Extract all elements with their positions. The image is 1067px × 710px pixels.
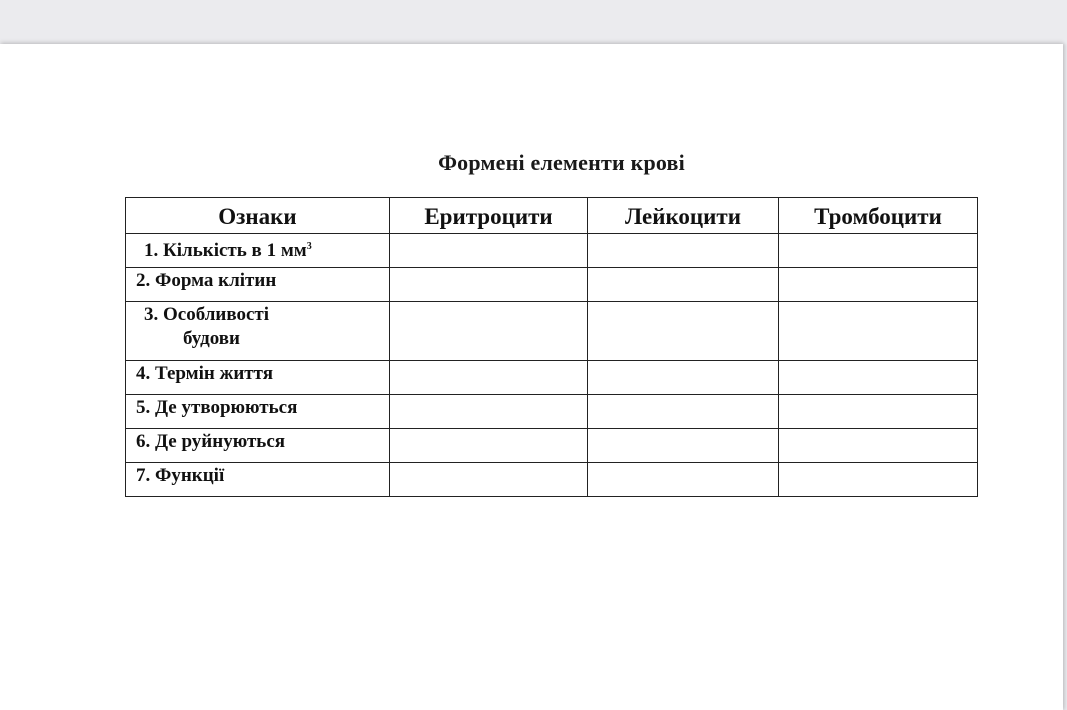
- row-label-structure-cont: будови: [183, 328, 240, 349]
- header-features: Ознаки: [126, 198, 390, 234]
- cell-erythrocytes-functions[interactable]: [390, 463, 588, 497]
- header-thrombocytes: Тромбоцити: [779, 198, 978, 234]
- cell-leukocytes-shape[interactable]: [588, 268, 779, 302]
- row-label-shape: 2. Форма клітин: [126, 268, 390, 302]
- cell-leukocytes-destroyed[interactable]: [588, 429, 779, 463]
- cell-thrombocytes-destroyed[interactable]: [779, 429, 978, 463]
- row-label-count-text: 1. Кількість в 1 мм: [144, 240, 307, 261]
- table-row: [126, 429, 978, 463]
- cell-leukocytes-lifespan[interactable]: [588, 361, 779, 395]
- cell-erythrocytes-count[interactable]: [390, 234, 588, 268]
- cell-leukocytes-functions[interactable]: [588, 463, 779, 497]
- cell-erythrocytes-structure[interactable]: [390, 302, 588, 361]
- row-label-count: [126, 234, 390, 268]
- row-label-functions: 7. Функції: [126, 463, 390, 497]
- cell-thrombocytes-structure[interactable]: [779, 302, 978, 361]
- cell-leukocytes-count[interactable]: [588, 234, 779, 268]
- cell-thrombocytes-shape[interactable]: [779, 268, 978, 302]
- cell-leukocytes-structure[interactable]: [588, 302, 779, 361]
- document-title: Формені елементи крові: [438, 150, 685, 175]
- cell-erythrocytes-shape[interactable]: [390, 268, 588, 302]
- table-row: [126, 302, 978, 361]
- cell-erythrocytes-destroyed[interactable]: [390, 429, 588, 463]
- row-label-formed-where: 5. Де утворюються: [126, 395, 390, 429]
- table-header-row: [126, 198, 978, 234]
- table-row: [126, 463, 978, 497]
- superscript-3: 3: [306, 241, 312, 252]
- cell-thrombocytes-lifespan[interactable]: [779, 361, 978, 395]
- cell-thrombocytes-count[interactable]: [779, 234, 978, 268]
- table-row: [126, 395, 978, 429]
- row-label-structure: [126, 302, 390, 361]
- table-row: [126, 361, 978, 395]
- document-page: [0, 44, 1063, 710]
- table-row: [126, 268, 978, 302]
- row-label-structure-text: 3. Особливості: [144, 304, 270, 325]
- blood-elements-table: [125, 197, 978, 497]
- cell-leukocytes-formed[interactable]: [588, 395, 779, 429]
- header-leukocytes: Лейкоцити: [588, 198, 779, 234]
- row-label-lifespan: 4. Термін життя: [126, 361, 390, 395]
- cell-thrombocytes-functions[interactable]: [779, 463, 978, 497]
- header-erythrocytes: Еритроцити: [390, 198, 588, 234]
- cell-erythrocytes-lifespan[interactable]: [390, 361, 588, 395]
- row-label-destroyed-where: 6. Де руйнуються: [126, 429, 390, 463]
- table-row: [126, 234, 978, 268]
- cell-thrombocytes-formed[interactable]: [779, 395, 978, 429]
- window-top-band: [0, 0, 1067, 44]
- cell-erythrocytes-formed[interactable]: [390, 395, 588, 429]
